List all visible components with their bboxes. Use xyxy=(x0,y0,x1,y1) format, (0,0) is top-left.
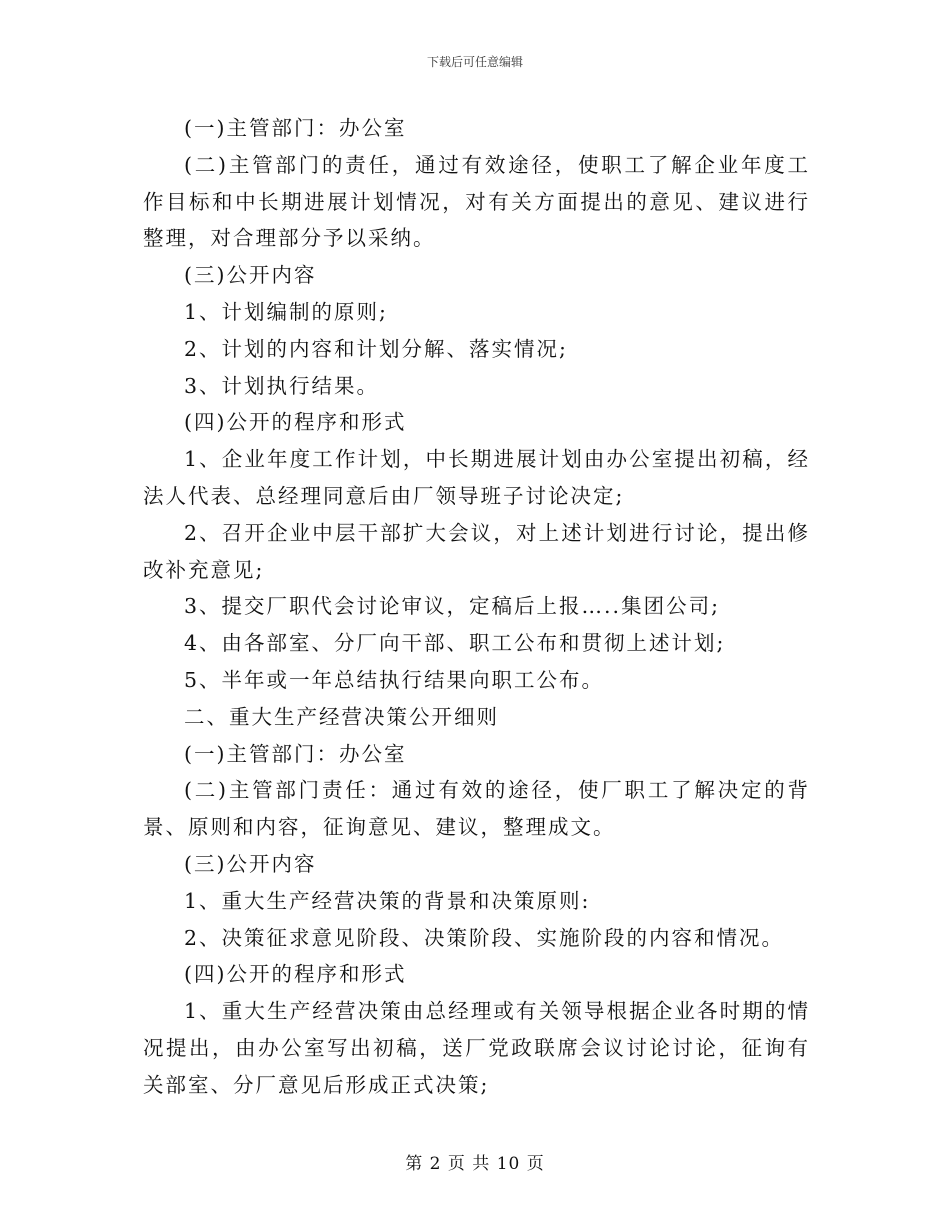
paragraph: 5、半年或一年总结执行结果向职工公布。 xyxy=(184,667,605,692)
paragraph: (一)主管部门：办公室 xyxy=(184,116,407,140)
paragraph: (三)公开内容 xyxy=(184,851,317,876)
paragraph: (三)公开内容 xyxy=(184,263,317,288)
paragraph: 3、提交厂职代会讨论审议，定稿后上报…..集团公司; xyxy=(184,594,720,619)
paragraph: (四)公开的程序和形式 xyxy=(184,962,407,987)
paragraph: 2、计划的内容和计划分解、落实情况; xyxy=(184,336,568,361)
paragraph: 1、企业年度工作计划，中长期进展计划由办公室提出初稿，经法人代表、总经理同意后由厂领导班子讨论决定; xyxy=(143,447,810,508)
paragraph: 1、计划编制的原则; xyxy=(184,299,388,324)
paragraph: (一)主管部门：办公室 xyxy=(184,741,407,766)
section-heading: 二、重大生产经营决策公开细则 xyxy=(184,704,499,729)
paragraph: 1、重大生产经营决策由总经理或有关领导根据企业各时期的情况提出，由办公室写出初稿，送厂党政联席会议讨论讨论，征询有关部室、分厂意见后形成正式决策; xyxy=(143,999,810,1097)
paragraph: 2、决策征求意见阶段、决策阶段、实施阶段的内容和情况。 xyxy=(184,925,785,950)
document-body xyxy=(143,110,810,1104)
paragraph: (四)公开的程序和形式 xyxy=(184,410,407,435)
paragraph: 1、重大生产经营决策的背景和决策原则: xyxy=(184,888,591,913)
page-number: 第 2 页 共 10 页 xyxy=(405,1154,545,1174)
paragraph: (二)主管部门的责任，通过有效途径，使职工了解企业年度工作目标和中长期进展计划情况，对有关方面提出的意见、建议进行整理，对合理部分予以采纳。 xyxy=(143,152,810,251)
paragraph: (二)主管部门责任：通过有效的途径，使厂职工了解决定的背景、原则和内容，征询意见、建议，整理成文。 xyxy=(143,778,810,840)
paragraph: 2、召开企业中层干部扩大会议，对上述计划进行讨论，提出修改补充意见; xyxy=(143,520,810,582)
paragraph: 4、由各部室、分厂向干部、职工公布和贯彻上述计划; xyxy=(184,631,726,656)
paragraph: 3、计划执行结果。 xyxy=(184,373,380,398)
page-header: 下载后可任意编辑 xyxy=(426,55,523,69)
